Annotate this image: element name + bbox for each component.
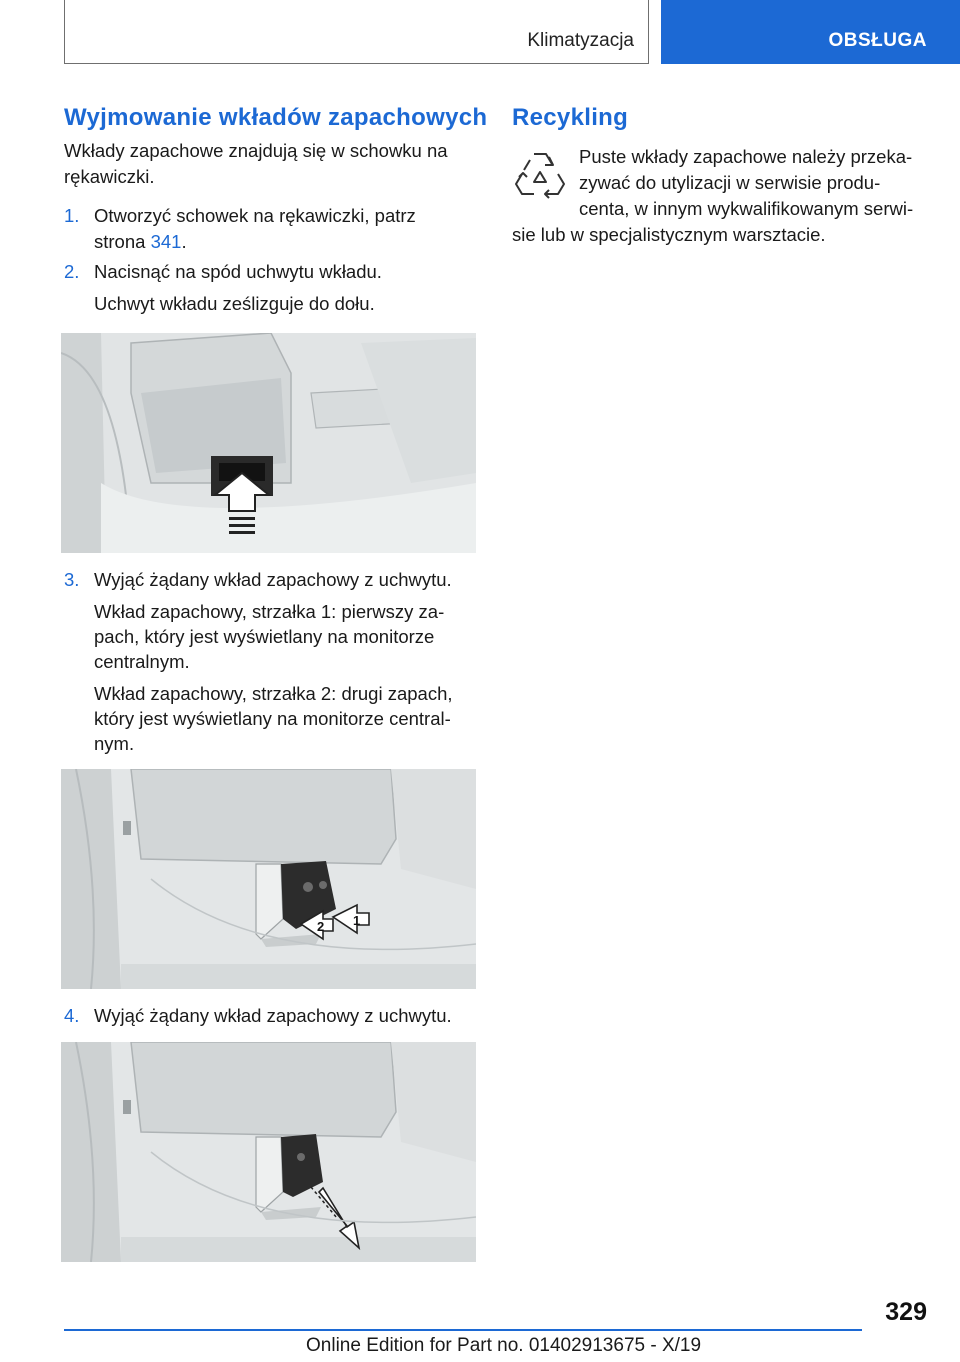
step-3-note2-line-3: nym. [94,733,135,754]
step-1-line-2 [94,229,187,256]
photo-cartridge-holder-press [61,333,476,553]
header-section-title: Klimatyzacja [527,30,634,51]
step-3-note2-line-2: który jest wyświetlany na monitorze central- [94,708,451,729]
recycling-line-3: centa, w innym wykwalifikowanym serwi- [579,198,914,219]
arrow-label-2: 2 [317,919,325,934]
step-3-note1-line-1: Wkład zapachowy, strzałka 1: pierwszy za- [94,601,445,622]
photo-cartridge-removal [61,1042,476,1262]
step-1-prefix: strona [94,231,151,252]
page-number: 329 [885,1298,927,1326]
step-3-note1-line-3: centralnym. [94,651,190,672]
step-4-text: Wyjąć żądany wkład zapachowy z uchwytu. [94,1005,452,1026]
photo-cartridges-arrows-1-2 [61,769,476,989]
step-1-line-1: Otworzyć schowek na rękawiczki, patrz [94,205,416,226]
recycle-icon [512,146,568,202]
header-section-box [64,0,649,64]
recycling-line-1: Puste wkłady zapachowe należy przeka- [579,146,913,167]
step-1-suffix: . [181,231,187,252]
step-3-text: Wyjąć żądany wkład zapachowy z uchwytu. [94,569,452,590]
page-link-341[interactable]: 341 [150,231,182,252]
step-2-text: Nacisnąć na spód uchwytu wkładu. [94,261,382,282]
intro-line-1: Wkłady zapachowe znajdują się w schowku na [64,140,448,161]
recycling-line-2: zywać do utylizacji w serwisie produ- [579,172,881,193]
footer-edition: Online Edition for Part no. 01402913675 - X/19 [306,1335,702,1356]
step-1-number: 1. [64,205,80,226]
step-4-number: 4. [64,1005,80,1026]
step-2-number: 2. [64,261,80,282]
section-heading-recycling: Recykling [512,104,629,131]
header-chapter-label: OBSŁUGA [828,30,927,51]
header-chapter-tab[interactable] [661,0,960,64]
recycling-line-4: sie lub w specjalistycznym warsztacie. [512,224,826,245]
step-2-result: Uchwyt wkładu ześlizguje do dołu. [94,293,375,314]
step-3-note2-line-1: Wkład zapachowy, strzałka 2: drugi zapach, [94,683,453,704]
step-3-note1-line-2: pach, który jest wyświetlany na monitorze [94,626,435,647]
step-3-number: 3. [64,569,80,590]
intro-line-2: rękawiczki. [64,166,155,187]
footer-divider [64,1329,862,1331]
arrow-label-1: 1 [353,913,361,928]
section-heading-remove-cartridges: Wyjmowanie wkładów zapachowych [64,104,488,131]
